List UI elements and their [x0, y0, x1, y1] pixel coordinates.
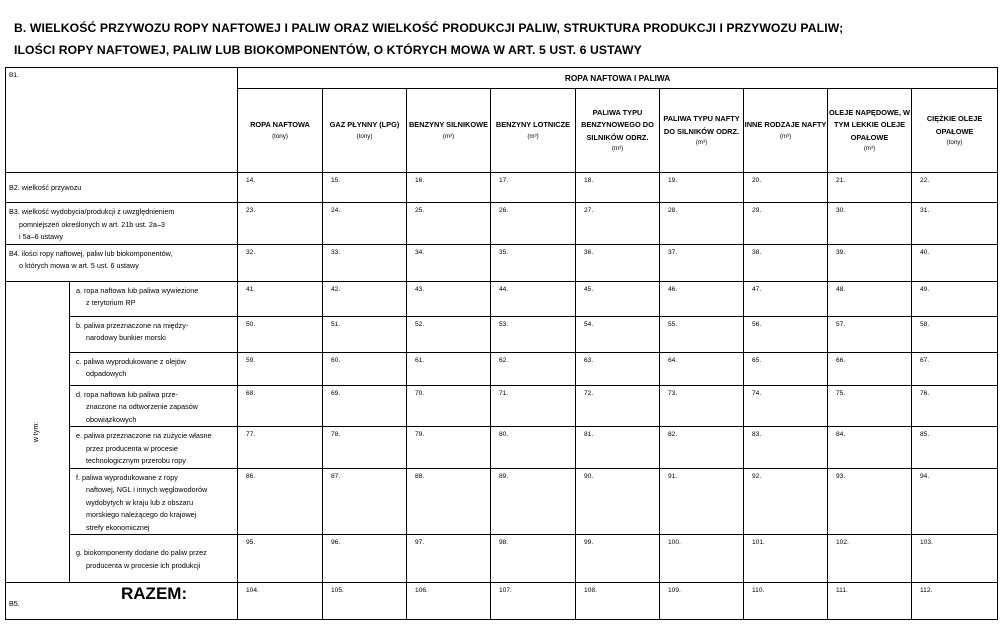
field-cell[interactable]: 110. — [744, 583, 828, 620]
field-cell[interactable]: 55. — [660, 316, 744, 352]
field-cell[interactable]: 64. — [660, 352, 744, 385]
field-cell[interactable]: 92. — [744, 468, 828, 535]
field-cell[interactable]: 45. — [576, 281, 660, 316]
field-cell[interactable]: 94. — [912, 468, 998, 535]
row-label-c: c. paliwa wyprodukowane z olejów odpadowych — [70, 352, 238, 385]
field-cell[interactable]: 109. — [660, 583, 744, 620]
field-cell[interactable]: 15. — [323, 173, 407, 203]
field-cell[interactable]: 99. — [576, 535, 660, 583]
field-cell[interactable]: 17. — [491, 173, 576, 203]
row-label-d: d. ropa naftowa lub paliwa prze- znaczone na odtworzenie zapasów obowiązkowych — [70, 385, 238, 427]
field-cell[interactable]: 28. — [660, 203, 744, 245]
razem-label: RAZEM: — [121, 584, 188, 603]
field-cell[interactable]: 24. — [323, 203, 407, 245]
field-cell[interactable]: 20. — [744, 173, 828, 203]
row-label-g: g. biokomponenty dodane do paliw przez producenta w procesie ich produkcji — [70, 535, 238, 583]
field-cell[interactable]: 78. — [323, 427, 407, 469]
table-row — [6, 583, 998, 620]
field-cell[interactable]: 37. — [660, 244, 744, 281]
table-row — [6, 352, 998, 385]
col-header-oleje-napedowe: OLEJE NAPĘDOWE, W TYM LEKKIE OLEJE OPAŁOWE (m³) — [828, 89, 912, 173]
field-cell[interactable]: 65. — [744, 352, 828, 385]
field-cell[interactable]: 100. — [660, 535, 744, 583]
field-cell[interactable]: 112. — [912, 583, 998, 620]
field-cell[interactable]: 59. — [238, 352, 323, 385]
form-section-title-line1: B. WIELKOŚĆ PRZYWOZU ROPY NAFTOWEJ I PALIW ORAZ WIELKOŚĆ PRODUKCJI PALIW, STRUKTURA PRODUKCJI I PRZYWOZU PALIW; — [14, 21, 844, 35]
table-row — [6, 173, 998, 203]
field-cell[interactable]: 21. — [828, 173, 912, 203]
row-label-b3: B3. wielkość wydobycia/produkcji z uwzględnieniem pomniejszeń określonych w art. 21b ust. 2a–3 i 5a–6 ustawy — [6, 203, 238, 245]
table-row — [6, 468, 998, 535]
col-header-lpg: GAZ PŁYNNY (LPG) (tony) — [323, 89, 407, 173]
field-cell[interactable]: 51. — [323, 316, 407, 352]
data-table — [5, 67, 998, 620]
field-cell[interactable]: 68. — [238, 385, 323, 427]
field-cell[interactable]: 48. — [828, 281, 912, 316]
field-cell[interactable]: 85. — [912, 427, 998, 469]
table-row — [6, 427, 998, 469]
field-cell[interactable]: 53. — [491, 316, 576, 352]
field-cell[interactable]: 49. — [912, 281, 998, 316]
field-cell[interactable]: 38. — [744, 244, 828, 281]
field-cell[interactable]: 22. — [912, 173, 998, 203]
corner-cell: B1. — [6, 68, 238, 173]
row-label-b5 — [6, 583, 238, 620]
field-cell[interactable]: 89. — [491, 468, 576, 535]
field-cell[interactable]: 75. — [828, 385, 912, 427]
field-cell[interactable]: 29. — [744, 203, 828, 245]
field-cell[interactable]: 103. — [912, 535, 998, 583]
col-header-benzyny-silnikowe: BENZYNY SILNIKOWE (m³) — [407, 89, 491, 173]
field-cell[interactable]: 90. — [576, 468, 660, 535]
field-cell[interactable]: 83. — [744, 427, 828, 469]
field-cell[interactable]: 88. — [407, 468, 491, 535]
field-cell[interactable]: 43. — [407, 281, 491, 316]
field-cell[interactable]: 107. — [491, 583, 576, 620]
field-cell[interactable]: 34. — [407, 244, 491, 281]
field-cell[interactable]: 63. — [576, 352, 660, 385]
row-label-b4: B4. ilości ropy naftowej, paliw lub biokomponentów, o których mowa w art. 5 ust. 6 ustawy — [6, 244, 238, 281]
col-header-ciezkie-oleje: CIĘŻKIE OLEJE OPAŁOWE (tony) — [912, 89, 998, 173]
field-cell[interactable]: 97. — [407, 535, 491, 583]
field-cell[interactable]: 54. — [576, 316, 660, 352]
table-row — [6, 316, 998, 352]
field-cell[interactable]: 30. — [828, 203, 912, 245]
field-cell[interactable]: 32. — [238, 244, 323, 281]
row-label-a: a. ropa naftowa lub paliwa wywiezione z terytorium RP — [70, 281, 238, 316]
row-label-b: b. paliwa przeznaczone na między- narodowy bunkier morski — [70, 316, 238, 352]
field-cell[interactable]: 77. — [238, 427, 323, 469]
field-cell[interactable]: 62. — [491, 352, 576, 385]
field-cell[interactable]: 96. — [323, 535, 407, 583]
col-header-inne-nafty: INNE RODZAJE NAFTY (m³) — [744, 89, 828, 173]
field-cell[interactable]: 36. — [576, 244, 660, 281]
field-cell[interactable]: 101. — [744, 535, 828, 583]
field-cell[interactable]: 58. — [912, 316, 998, 352]
field-cell[interactable]: 61. — [407, 352, 491, 385]
w-tym-label: w tym: — [6, 281, 70, 583]
table-row — [6, 535, 998, 583]
field-cell[interactable]: 86. — [238, 468, 323, 535]
field-cell[interactable]: 18. — [576, 173, 660, 203]
field-cell[interactable]: 31. — [912, 203, 998, 245]
row-label-b2: B2. wielkość przywozu — [6, 173, 238, 203]
field-cell[interactable]: 70. — [407, 385, 491, 427]
b5-label: B5. — [9, 599, 20, 608]
field-cell[interactable]: 74. — [744, 385, 828, 427]
field-cell[interactable]: 87. — [323, 468, 407, 535]
col-header-benzyny-lotnicze: BENZYNY LOTNICZE (m³) — [491, 89, 576, 173]
row-label-e: e. paliwa przeznaczone na zużycie własne przez producenta w procesie technologicznym przerobu ropy — [70, 427, 238, 469]
field-cell[interactable]: 50. — [238, 316, 323, 352]
field-cell[interactable]: 42. — [323, 281, 407, 316]
field-cell[interactable]: 80. — [491, 427, 576, 469]
field-cell[interactable]: 84. — [828, 427, 912, 469]
row-label-f: f. paliwa wyprodukowane z ropy naftowej, NGL i innych węglowodorów wydobytych w kraju lub z obszaru morskiego należącego do krajowej strefy ekonomicznej — [70, 468, 238, 535]
field-cell[interactable]: 14. — [238, 173, 323, 203]
field-cell[interactable]: 33. — [323, 244, 407, 281]
field-cell[interactable]: 76. — [912, 385, 998, 427]
field-cell[interactable]: 46. — [660, 281, 744, 316]
field-cell[interactable]: 102. — [828, 535, 912, 583]
field-cell[interactable]: 25. — [407, 203, 491, 245]
table-row — [6, 203, 998, 245]
field-cell[interactable]: 16. — [407, 173, 491, 203]
table-row — [6, 244, 998, 281]
field-cell[interactable]: 27. — [576, 203, 660, 245]
table-row — [6, 281, 998, 316]
field-cell[interactable]: 105. — [323, 583, 407, 620]
field-cell[interactable]: 81. — [576, 427, 660, 469]
field-cell[interactable]: 71. — [491, 385, 576, 427]
field-cell[interactable]: 104. — [238, 583, 323, 620]
field-cell[interactable]: 39. — [828, 244, 912, 281]
field-cell[interactable]: 35. — [491, 244, 576, 281]
field-cell[interactable]: 79. — [407, 427, 491, 469]
form-section-title-line2: ILOŚCI ROPY NAFTOWEJ, PALIW LUB BIOKOMPONENTÓW, O KTÓRYCH MOWA W ART. 5 UST. 6 USTAWY — [14, 43, 642, 57]
field-cell[interactable]: 19. — [660, 173, 744, 203]
field-cell[interactable]: 47. — [744, 281, 828, 316]
field-cell[interactable]: 40. — [912, 244, 998, 281]
col-header-ropa: ROPA NAFTOWA (tony) — [238, 89, 323, 173]
field-cell[interactable]: 72. — [576, 385, 660, 427]
col-header-paliwa-benzynowe: PALIWA TYPU BENZYNOWEGO DO SILNIKÓW ODRZ. (m³) — [576, 89, 660, 173]
field-cell[interactable]: 57. — [828, 316, 912, 352]
field-cell[interactable]: 106. — [407, 583, 491, 620]
field-cell[interactable]: 56. — [744, 316, 828, 352]
table-row — [6, 385, 998, 427]
field-cell[interactable]: 23. — [238, 203, 323, 245]
field-cell[interactable]: 44. — [491, 281, 576, 316]
field-cell[interactable]: 95. — [238, 535, 323, 583]
field-cell[interactable]: 108. — [576, 583, 660, 620]
field-cell[interactable]: 67. — [912, 352, 998, 385]
field-cell[interactable]: 82. — [660, 427, 744, 469]
field-cell[interactable]: 91. — [660, 468, 744, 535]
field-cell[interactable]: 93. — [828, 468, 912, 535]
field-cell[interactable]: 69. — [323, 385, 407, 427]
field-cell[interactable]: 26. — [491, 203, 576, 245]
field-cell[interactable]: 52. — [407, 316, 491, 352]
field-cell[interactable]: 73. — [660, 385, 744, 427]
field-cell[interactable]: 60. — [323, 352, 407, 385]
field-cell[interactable]: 66. — [828, 352, 912, 385]
field-cell[interactable]: 41. — [238, 281, 323, 316]
group-header: ROPA NAFTOWA I PALIWA — [238, 68, 998, 89]
field-cell[interactable]: 98. — [491, 535, 576, 583]
col-header-paliwa-nafty: PALIWA TYPU NAFTY DO SILNIKÓW ODRZ. (m³) — [660, 89, 744, 173]
field-cell[interactable]: 111. — [828, 583, 912, 620]
